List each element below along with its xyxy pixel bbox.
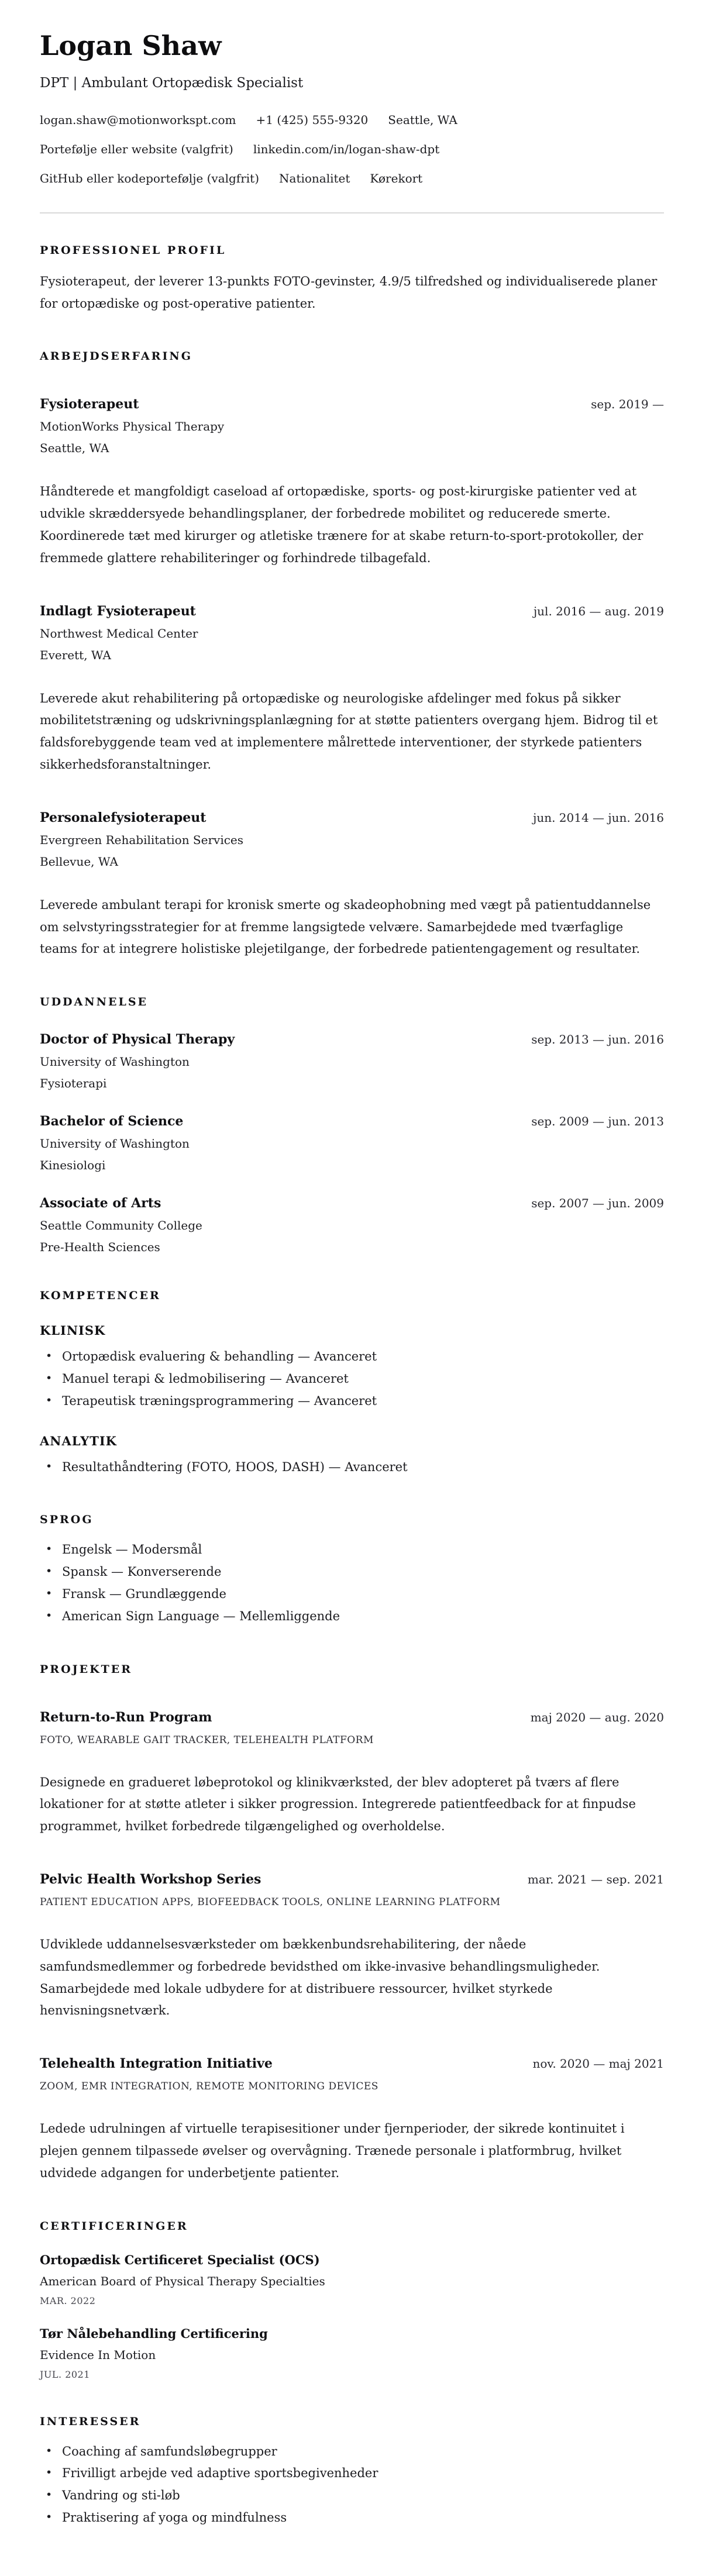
page-title: Logan Shaw (40, 30, 222, 61)
language-item: • Engelsk — Modersmål (40, 1539, 664, 1561)
degree-list (40, 1032, 664, 1254)
skill-group-name: KLINISK (40, 1323, 106, 1338)
project-name: Return-to-Run Program (40, 1709, 212, 1725)
section-label-experience: ARBEJDSERFARING (40, 350, 192, 363)
section-label-projects: PROJEKTER (40, 1662, 133, 1676)
project-dates: nov. 2020 — maj 2021 (532, 2057, 664, 2071)
skill-item: • Resultathåndtering (FOTO, HOOS, DASH) — Avanceret (40, 1456, 664, 1479)
section-label-interests: INTERESSER (40, 2415, 141, 2428)
skill-group (40, 1323, 664, 1412)
interest-item: • Coaching af samfundsløbegrupper (40, 2441, 664, 2463)
certification-list (40, 2253, 664, 2380)
section-label-certifications: CERTIFICERINGER (40, 2219, 188, 2233)
project-entry (40, 1710, 664, 1838)
skill-item: • Terapeutisk træningsprogrammering — Avanceret (40, 1390, 664, 1413)
profile-text: Fysioterapeut, der leverer 13-punkts FOTO-gevinster, 4.9/5 tilfredshed og individualiserede planer for ortopædiske og post-operative patienter. (40, 274, 658, 311)
job-header (40, 604, 664, 619)
job-dates: jun. 2014 — jun. 2016 (533, 810, 664, 825)
job-company: Northwest Medical Center (40, 626, 198, 640)
degree-dates: sep. 2013 — jun. 2016 (531, 1032, 664, 1047)
project-header (40, 1710, 664, 1725)
headline: DPT | Ambulant Ortopædisk Specialist (40, 75, 304, 91)
contact-item: Nationalitet (279, 171, 350, 185)
skill-group-name: ANALYTIK (40, 1433, 117, 1448)
section-label-profile: PROFESSIONEL PROFIL (40, 243, 226, 257)
interest-item: • Frivilligt arbejde ved adaptive sportsbegivenheder (40, 2463, 664, 2485)
section-label-skills: KOMPETENCER (40, 1289, 161, 1303)
degree-school: University of Washington (40, 1055, 190, 1069)
job-description: Håndterede et mangfoldigt caseload af ortopædiske, sports- og post-kirurgiske patienter ved at udvikle skræddersyede behandlingsplaner, der forbedrede mobilitet og reducerede smerte. Koordinerede tæt med kirurger og atletiske trænere for at skabe return-to-sport-protokoller, der fremmede glattere rehabiliteringer og forhindrede tilbagefald. (40, 484, 644, 565)
project-entry (40, 2056, 664, 2184)
language-item: • Fransk — Grundlæggende (40, 1583, 664, 1606)
job-dates: jul. 2016 — aug. 2019 (533, 604, 664, 618)
contact-item: linkedin.com/in/logan-shaw-dpt (253, 142, 440, 156)
degree-entry (40, 1196, 664, 1254)
project-name: Telehealth Integration Initiative (40, 2056, 273, 2072)
job-title: Indlagt Fysioterapeut (40, 603, 196, 619)
job-company: Evergreen Rehabilitation Services (40, 832, 244, 847)
job-list (40, 397, 664, 960)
degree-entry (40, 1114, 664, 1172)
header-divider (40, 212, 664, 213)
job-title: Personalefysioterapeut (40, 810, 207, 825)
project-entry (40, 1872, 664, 2022)
degree-field: Pre-Health Sciences (40, 1240, 160, 1255)
project-header (40, 1872, 664, 1887)
degree-header (40, 1114, 664, 1129)
degree-dates: sep. 2009 — jun. 2013 (531, 1114, 664, 1129)
contact-item: GitHub eller kodeportefølje (valgfrit) (40, 171, 260, 185)
section-education (40, 996, 664, 1254)
project-description: Udviklede uddannelsesværksteder om bækkenbundsrehabilitering, der nåede samfundsmedlemmer og forbedrede bevidsthed om ikke-invasive behandlingsmuligheder. Samarbejdede med lokale udbydere for at distribuere ressourcer, hvilket styrkede henvisningsnetværk. (40, 1937, 600, 2018)
section-certifications (40, 2220, 664, 2380)
certification-date: MAR. 2022 (40, 2295, 96, 2306)
degree-header (40, 1032, 664, 1047)
certification-date: JUL. 2021 (40, 2368, 90, 2380)
contact-item: +1 (425) 555-9320 (256, 112, 369, 127)
certification-issuer: Evidence In Motion (40, 2347, 156, 2362)
degree-school: University of Washington (40, 1137, 190, 1151)
interest-list (40, 2441, 664, 2529)
degree-field: Kinesiologi (40, 1158, 106, 1173)
contact-item: Portefølje eller website (valgfrit) (40, 142, 233, 156)
job-description: Leverede akut rehabilitering på ortopædiske og neurologiske afdelinger med fokus på sikker mobilitetstræning og udskrivningsplanlægning for at støtte patienters overgang hjem. Bidrog til et faldsforebyggende team ved at implementere målrettede interventioner, der styrkede patienters sikkerhedsforanstaltninger. (40, 691, 658, 772)
job-description: Leverede ambulant terapi for kronisk smerte og skadeophobning med vægt på patientuddannelse om selvstyringsstrategier for at fremme langsigtede velvære. Samarbejdede med tværfaglige teams for at integrere holistiske plejetilgange, der forbedrede patientengagement og resultater. (40, 897, 651, 956)
job-dates: sep. 2019 — (591, 397, 664, 412)
degree-title: Doctor of Physical Therapy (40, 1032, 235, 1048)
project-dates: maj 2020 — aug. 2020 (530, 1710, 664, 1724)
contact-item: logan.shaw@motionworkspt.com (40, 112, 236, 127)
job-location: Bellevue, WA (40, 854, 118, 869)
section-label-education: UDDANNELSE (40, 996, 149, 1009)
job-header (40, 810, 664, 825)
skill-list (40, 1346, 664, 1412)
contact-item: Kørekort (370, 171, 423, 185)
job-location: Everett, WA (40, 648, 111, 662)
section-projects (40, 1663, 664, 2185)
project-header (40, 2056, 664, 2071)
interest-item: • Vandring og sti-løb (40, 2485, 664, 2507)
certification-name: Tør Nålebehandling Certificering (40, 2326, 268, 2341)
skill-item: • Ortopædisk evaluering & behandling — Avanceret (40, 1346, 664, 1368)
job-entry (40, 604, 664, 776)
degree-school: Seattle Community College (40, 1218, 202, 1233)
project-list (40, 1710, 664, 2185)
project-description: Designede en gradueret løbeprotokol og klinikværksted, der blev adopteret på tværs af flere lokationer for at støtte atleter i sikker progression. Integrerede patientfeedback for at finpudse programmet, hvilket forbedrede tilgængelighed og overholdelse. (40, 1775, 636, 1834)
certification-issuer: American Board of Physical Therapy Specialties (40, 2274, 325, 2288)
job-company: MotionWorks Physical Therapy (40, 419, 225, 434)
certification-name: Ortopædisk Certificeret Specialist (OCS) (40, 2252, 320, 2267)
job-entry (40, 810, 664, 960)
job-location: Seattle, WA (40, 441, 109, 456)
job-title: Fysioterapeut (40, 397, 139, 412)
certification-entry (40, 2326, 664, 2380)
project-stack: FOTO, WEARABLE GAIT TRACKER, TELEHEALTH PLATFORM (40, 1734, 374, 1746)
skill-item: • Manuel terapi & ledmobilisering — Avanceret (40, 1368, 664, 1390)
language-item: • Spansk — Konverserende (40, 1561, 664, 1583)
job-header (40, 397, 664, 412)
degree-dates: sep. 2007 — jun. 2009 (531, 1196, 664, 1211)
section-languages (40, 1513, 664, 1627)
project-dates: mar. 2021 — sep. 2021 (527, 1872, 664, 1887)
language-list (40, 1539, 664, 1627)
degree-header (40, 1196, 664, 1211)
section-interests (40, 2415, 664, 2529)
interest-item: • Praktisering af yoga og mindfulness (40, 2507, 664, 2529)
contact-item: Seattle, WA (388, 112, 457, 127)
job-entry (40, 397, 664, 569)
project-description: Ledede udrulningen af virtuelle terapisesitioner under fjernperioder, der sikrede kontinuitet i plejen gennem tilpassede øvelser og overvågning. Trænede personale i platformbrug, hvilket udvidede adgangen for underbetjente patienter. (40, 2122, 625, 2180)
section-profile (40, 244, 664, 315)
certification-entry (40, 2253, 664, 2306)
degree-title: Bachelor of Science (40, 1114, 184, 1129)
project-name: Pelvic Health Workshop Series (40, 1872, 261, 1888)
section-experience (40, 350, 664, 960)
degree-title: Associate of Arts (40, 1196, 161, 1211)
contact-row-1 (40, 113, 664, 127)
contact-row-3 (40, 171, 664, 185)
language-item: • American Sign Language — Mellemliggende (40, 1606, 664, 1628)
project-stack: ZOOM, EMR INTEGRATION, REMOTE MONITORING DEVICES (40, 2081, 378, 2093)
section-skills (40, 1289, 664, 1478)
contact-row-2 (40, 142, 664, 156)
degree-field: Fysioterapi (40, 1076, 107, 1091)
section-label-languages: SPROG (40, 1513, 94, 1527)
project-stack: PATIENT EDUCATION APPS, BIOFEEDBACK TOOLS, ONLINE LEARNING PLATFORM (40, 1896, 501, 1909)
degree-entry (40, 1032, 664, 1090)
skill-groups (40, 1323, 664, 1478)
skill-group (40, 1434, 664, 1479)
skill-list (40, 1456, 664, 1479)
